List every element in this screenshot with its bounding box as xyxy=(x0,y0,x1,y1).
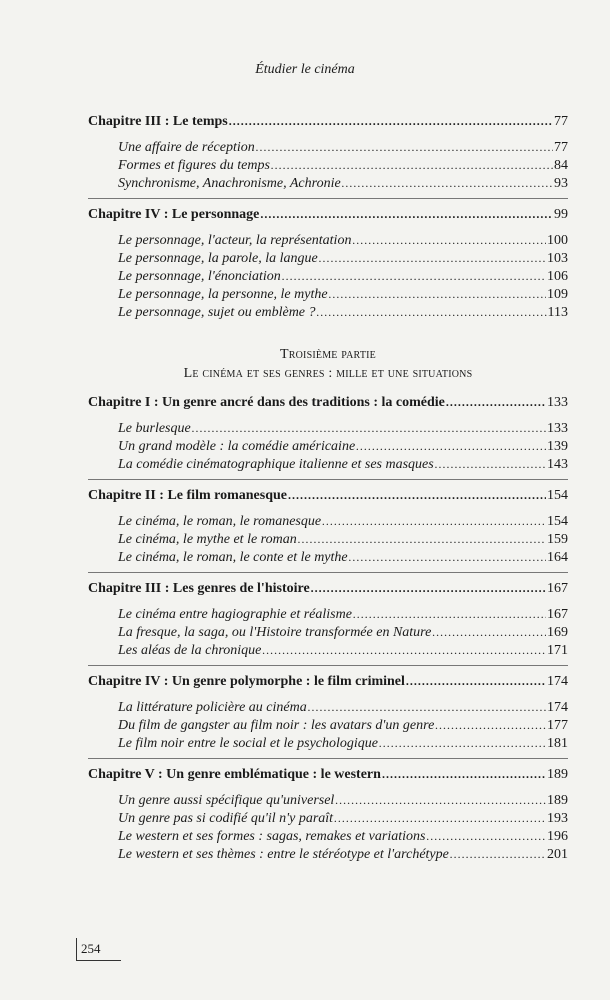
toc-entry-title: Le cinéma entre hagiographie et réalisme xyxy=(118,607,352,622)
toc-entry-page: 106 xyxy=(547,269,568,284)
toc-entry-page: 93 xyxy=(554,176,568,191)
dot-leader xyxy=(352,231,546,249)
toc-entry xyxy=(88,455,568,473)
toc-entry-page: 103 xyxy=(547,251,568,266)
dot-leader xyxy=(329,285,546,303)
toc-entry-page: 154 xyxy=(547,514,568,529)
dot-leader xyxy=(435,716,546,734)
dot-leader xyxy=(435,455,546,473)
chapter-heading-title: Chapitre IV : Un genre polymorphe : le film criminel xyxy=(88,674,405,689)
chapter-heading-page: 99 xyxy=(554,207,568,222)
dot-leader xyxy=(334,809,546,827)
dot-leader xyxy=(260,205,553,223)
toc-entry xyxy=(88,138,568,156)
divider xyxy=(88,756,568,759)
toc-entry xyxy=(88,437,568,455)
toc-entry xyxy=(88,791,568,809)
toc-entry-title: Synchronisme, Anachronisme, Achronie xyxy=(118,176,341,191)
chapter-heading-page: 77 xyxy=(554,114,568,129)
chapter-heading-page: 167 xyxy=(547,581,568,596)
part-label: Troisième partie xyxy=(280,347,376,362)
dot-leader xyxy=(446,393,546,411)
chapter-heading-page: 174 xyxy=(547,674,568,689)
toc-entry-title: La littérature policière au cinéma xyxy=(118,700,307,715)
toc-entry-title: Le personnage, la personne, le mythe xyxy=(118,287,328,302)
chapter-heading xyxy=(88,112,568,130)
toc-entry-page: 167 xyxy=(547,607,568,622)
toc-entry-page: 100 xyxy=(547,233,568,248)
toc-entry xyxy=(88,809,568,827)
toc-entry xyxy=(88,605,568,623)
chapter-heading-title: Chapitre II : Le film romanesque xyxy=(88,488,287,503)
table-of-contents xyxy=(88,112,568,863)
toc-entry xyxy=(88,249,568,267)
toc-entry-page: 109 xyxy=(547,287,568,302)
dot-leader xyxy=(349,548,546,566)
toc-entry xyxy=(88,845,568,863)
toc-entry xyxy=(88,231,568,249)
toc-entry-page: 139 xyxy=(547,439,568,454)
toc-entry-title: Formes et figures du temps xyxy=(118,158,270,173)
part-heading xyxy=(88,345,568,383)
toc-entry-title: Le cinéma, le mythe et le roman xyxy=(118,532,297,547)
toc-entry-page: 189 xyxy=(547,793,568,808)
toc-entry xyxy=(88,698,568,716)
dot-leader xyxy=(192,419,546,437)
toc-entry-page: 84 xyxy=(554,158,568,173)
toc-entry-title: Le cinéma, le roman, le romanesque xyxy=(118,514,322,529)
dot-leader xyxy=(308,698,546,716)
divider xyxy=(88,477,568,480)
toc-entry-page: 169 xyxy=(547,625,568,640)
toc-entry xyxy=(88,716,568,734)
chapter-heading-title: Chapitre IV : Le personnage xyxy=(88,207,260,222)
toc-entry xyxy=(88,512,568,530)
toc-entry-page: 201 xyxy=(547,847,568,862)
chapter-heading xyxy=(88,486,568,504)
toc-entry xyxy=(88,548,568,566)
dot-leader xyxy=(271,156,553,174)
divider xyxy=(88,570,568,573)
chapter-heading-title: Chapitre V : Un genre emblématique : le western xyxy=(88,767,381,782)
chapter-heading xyxy=(88,205,568,223)
toc-entry xyxy=(88,827,568,845)
toc-entry-title: Le western et ses thèmes : entre le stéréotype et l'archétype xyxy=(118,847,449,862)
chapter-heading xyxy=(88,765,568,783)
toc-entry-page: 177 xyxy=(547,718,568,733)
dot-leader xyxy=(353,605,546,623)
dot-leader xyxy=(298,530,546,548)
toc-entry xyxy=(88,174,568,192)
dot-leader xyxy=(229,112,553,130)
dot-leader xyxy=(288,486,546,504)
running-head: Étudier le cinéma xyxy=(255,62,355,77)
chapter-heading xyxy=(88,672,568,690)
toc-entry-title: Le cinéma, le roman, le conte et le mythe xyxy=(118,550,348,565)
toc-entry xyxy=(88,267,568,285)
chapter-heading-title: Chapitre III : Les genres de l'histoire xyxy=(88,581,310,596)
toc-entry xyxy=(88,734,568,752)
dot-leader xyxy=(317,303,547,321)
dot-leader xyxy=(432,623,546,641)
toc-entry-title: Une affaire de réception xyxy=(118,140,255,155)
toc-entry-title: La comédie cinématographique italienne et ses masques xyxy=(118,457,434,472)
toc-entry-page: 171 xyxy=(547,643,568,658)
toc-entry-page: 164 xyxy=(547,550,568,565)
toc-entry xyxy=(88,530,568,548)
toc-entry-title: Le western et ses formes : sagas, remakes et variations xyxy=(118,829,426,844)
dot-leader xyxy=(356,437,546,455)
chapter-heading-page: 133 xyxy=(547,395,568,410)
toc-entry-page: 193 xyxy=(547,811,568,826)
toc-entry-page: 159 xyxy=(547,532,568,547)
toc-entry-title: Le personnage, l'énonciation xyxy=(118,269,281,284)
toc-entry-title: Les aléas de la chronique xyxy=(118,643,262,658)
toc-entry-page: 77 xyxy=(554,140,568,155)
dot-leader xyxy=(450,845,546,863)
divider xyxy=(88,196,568,199)
toc-entry-title: Le personnage, l'acteur, la représentation xyxy=(118,233,352,248)
dot-leader xyxy=(322,512,546,530)
toc-entry-title: Du film de gangster au film noir : les avatars d'un genre xyxy=(118,718,435,733)
divider xyxy=(88,663,568,666)
toc-entry-title: Le burlesque xyxy=(118,421,191,436)
dot-leader xyxy=(282,267,546,285)
dot-leader xyxy=(406,672,546,690)
toc-entry-title: Un grand modèle : la comédie américaine xyxy=(118,439,356,454)
toc-entry-title: Un genre pas si codifié qu'il n'y paraît xyxy=(118,811,334,826)
toc-entry-page: 113 xyxy=(547,305,568,320)
toc-entry-page: 196 xyxy=(547,829,568,844)
dot-leader xyxy=(379,734,546,752)
dot-leader xyxy=(319,249,546,267)
dot-leader xyxy=(262,641,546,659)
toc-entry xyxy=(88,303,568,321)
dot-leader xyxy=(256,138,553,156)
toc-entry xyxy=(88,285,568,303)
chapter-heading-title: Chapitre III : Le temps xyxy=(88,114,228,129)
toc-entry-title: Le film noir entre le social et le psychologique xyxy=(118,736,378,751)
toc-entry-page: 133 xyxy=(547,421,568,436)
divider xyxy=(88,325,568,339)
toc-entry-title: Un genre aussi spécifique qu'universel xyxy=(118,793,335,808)
chapter-heading-page: 154 xyxy=(547,488,568,503)
toc-entry-page: 181 xyxy=(547,736,568,751)
toc-entry-title: Le personnage, la parole, la langue xyxy=(118,251,318,266)
toc-entry xyxy=(88,156,568,174)
chapter-heading xyxy=(88,393,568,411)
toc-entry-title: Le personnage, sujet ou emblème ? xyxy=(118,305,316,320)
chapter-heading-title: Chapitre I : Un genre ancré dans des traditions : la comédie xyxy=(88,395,445,410)
page-number: 254 xyxy=(76,938,121,961)
dot-leader xyxy=(382,765,546,783)
chapter-heading-page: 189 xyxy=(547,767,568,782)
dot-leader xyxy=(335,791,546,809)
dot-leader xyxy=(342,174,553,192)
toc-entry-title: La fresque, la saga, ou l'Histoire transformée en Nature xyxy=(118,625,432,640)
chapter-heading xyxy=(88,579,568,597)
toc-entry-page: 143 xyxy=(547,457,568,472)
part-title: Le cinéma et ses genres : mille et une situations xyxy=(183,366,473,381)
toc-entry xyxy=(88,641,568,659)
dot-leader xyxy=(426,827,546,845)
toc-entry xyxy=(88,623,568,641)
toc-entry-page: 174 xyxy=(547,700,568,715)
dot-leader xyxy=(311,579,546,597)
toc-entry xyxy=(88,419,568,437)
